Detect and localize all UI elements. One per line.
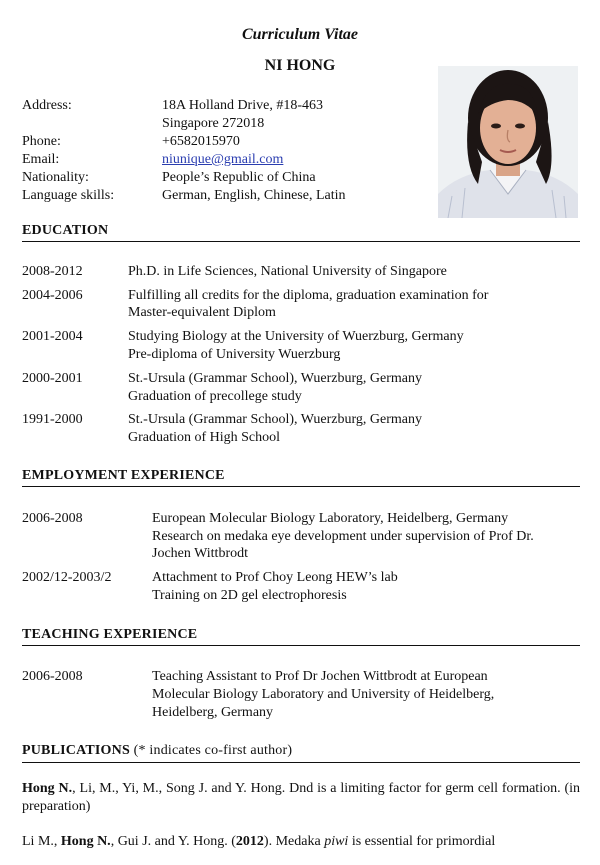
teaching-entry-detail: Molecular Biology Laboratory and University of Heidelberg, (152, 687, 495, 702)
education-entry: St.-Ursula (Grammar School), Wuerzburg, Germany (128, 412, 423, 427)
publications-heading-note: (* indicates co-first author) (133, 743, 293, 758)
publication-author-highlight: Hong N. (22, 781, 73, 796)
education-entry: Studying Biology at the University of Wuerzburg, Germany (128, 329, 464, 344)
employment-date: 2002/12-2003/2 (22, 570, 112, 585)
education-date: 1991-2000 (22, 412, 83, 427)
nationality-label: Nationality: (22, 170, 89, 185)
email-link[interactable]: niunique@gmail.com (162, 152, 284, 167)
publication-text: , Li, M., Yi, M., Song J. and Y. Hong. Dnd is a limiting factor for germ cell formation. (in preparation) (22, 781, 580, 814)
publications-heading (22, 743, 292, 759)
employment-entry-detail: Research on medaka eye development under supervision of Prof Dr. (152, 529, 534, 544)
address-line1: 18A Holland Drive, #18-463 (162, 98, 323, 113)
education-entry: Ph.D. in Life Sciences, National University of Singapore (128, 264, 447, 279)
document-title: Curriculum Vitae (241, 26, 359, 43)
portrait-icon (438, 66, 578, 218)
teaching-divider (22, 645, 580, 646)
employment-divider (22, 486, 580, 487)
publication-entry (22, 833, 580, 851)
person-name: NI HONG (264, 57, 336, 74)
language-value: German, English, Chinese, Latin (162, 188, 346, 203)
education-divider (22, 241, 580, 242)
address-label: Address: (22, 98, 72, 113)
education-entry: Fulfilling all credits for the diploma, graduation examination for (128, 288, 489, 303)
education-entry-detail: Graduation of High School (128, 430, 281, 445)
email-label: Email: (22, 152, 60, 167)
language-label: Language skills: (22, 188, 115, 203)
education-heading: EDUCATION (22, 223, 109, 238)
education-entry-detail: Master-equivalent Diplom (128, 305, 276, 320)
education-date: 2000-2001 (22, 371, 83, 386)
education-date: 2001-2004 (22, 329, 83, 344)
phone-value: +6582015970 (162, 134, 240, 149)
education-entry-detail: Graduation of precollege study (128, 389, 302, 404)
publication-authors: Li M., (22, 834, 61, 849)
employment-entry: European Molecular Biology Laboratory, Heidelberg, Germany (152, 511, 509, 526)
employment-heading: EMPLOYMENT EXPERIENCE (22, 468, 225, 483)
publication-text: ). Medaka (263, 834, 325, 849)
education-date: 2008-2012 (22, 264, 83, 279)
publications-heading-title: PUBLICATIONS (22, 743, 130, 758)
publication-text-rest: is essential for primordial (348, 834, 496, 849)
employment-entry: Attachment to Prof Choy Leong HEW’s lab (152, 570, 398, 585)
nationality-value: People’s Republic of China (162, 170, 316, 185)
publications-divider (22, 762, 580, 763)
portrait-photo (438, 66, 578, 218)
publication-author-highlight: Hong N. (60, 834, 111, 849)
education-entry: St.-Ursula (Grammar School), Wuerzburg, Germany (128, 371, 423, 386)
publication-gene-name: piwi (324, 834, 349, 849)
address-line2: Singapore 272018 (162, 116, 265, 131)
teaching-entry: Teaching Assistant to Prof Dr Jochen Wittbrodt at European (152, 669, 488, 684)
teaching-date: 2006-2008 (22, 669, 83, 684)
phone-label: Phone: (22, 134, 61, 149)
teaching-heading: TEACHING EXPERIENCE (22, 627, 198, 642)
education-entry-detail: Pre-diploma of University Wuerzburg (128, 347, 341, 362)
employment-entry-detail: Training on 2D gel electrophoresis (152, 588, 347, 603)
teaching-entry-detail: Heidelberg, Germany (152, 705, 274, 720)
publication-entry (22, 780, 580, 816)
education-date: 2004-2006 (22, 288, 83, 303)
publication-authors-rest: , Gui J. and Y. Hong. ( (110, 834, 236, 849)
email-value (162, 152, 283, 168)
publication-year: 2012 (235, 834, 264, 849)
employment-date: 2006-2008 (22, 511, 83, 526)
employment-entry-detail: Jochen Wittbrodt (152, 546, 248, 561)
